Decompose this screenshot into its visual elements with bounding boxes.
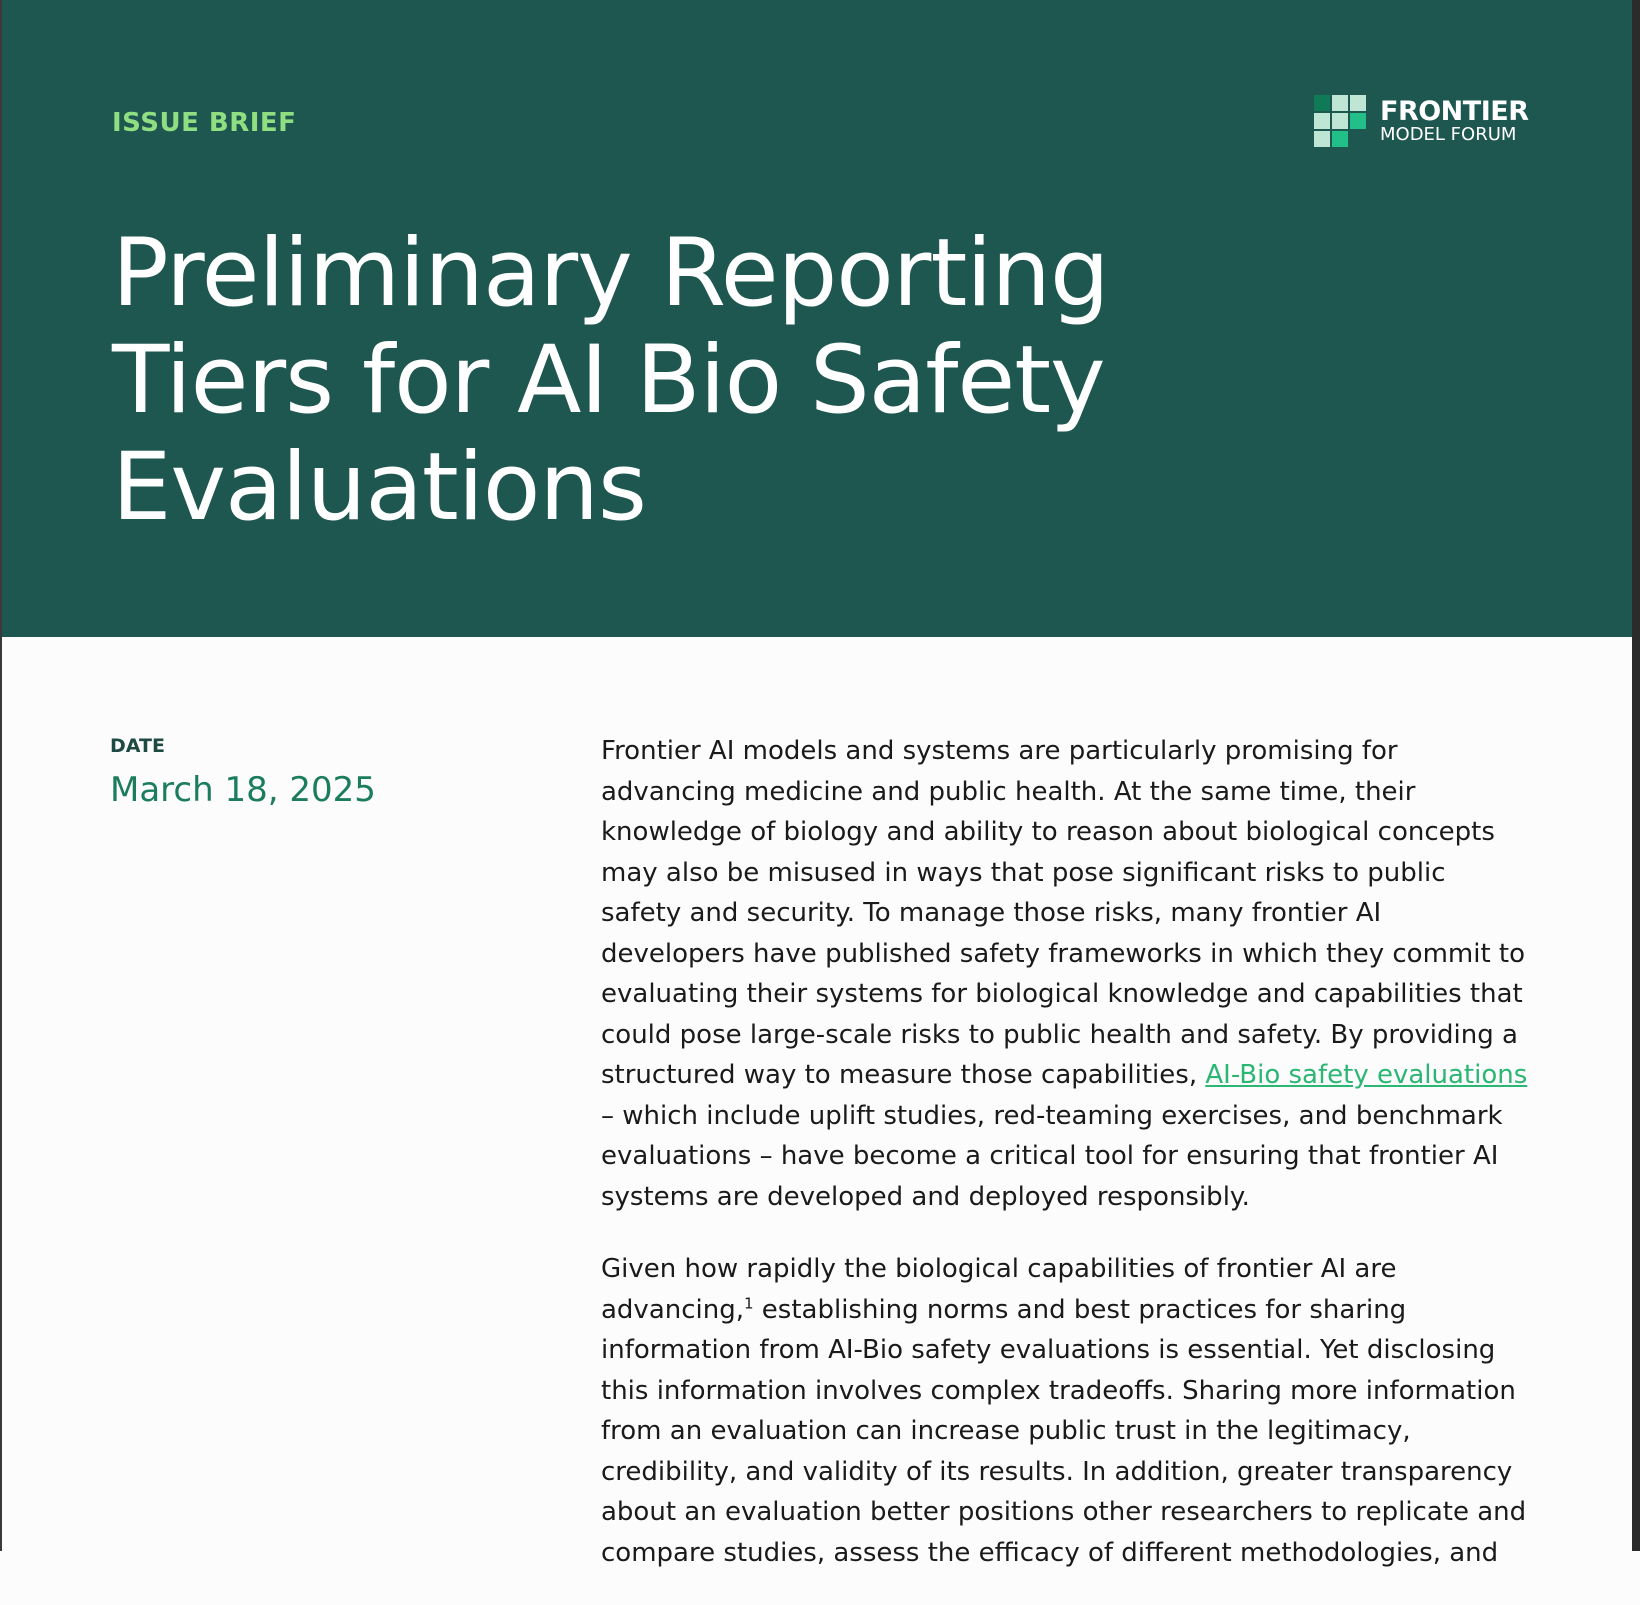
- footnote-ref[interactable]: 1: [744, 1293, 754, 1312]
- page-title: Preliminary Reporting Tiers for AI Bio Safety Evaluations: [112, 219, 1109, 542]
- logo-line1: FRONTIER: [1380, 96, 1529, 127]
- frontier-model-forum-logo: [1314, 95, 1528, 147]
- date-value: March 18, 2025: [110, 770, 376, 810]
- body-text: [601, 731, 1531, 1605]
- header-banner: [2, 0, 1632, 637]
- paragraph-1: Frontier AI models and systems are particularly promising for advancing medicine and public health. At the same time, their knowledge of biology and ability to reason about biological concepts may also be misused in ways that pose significant risks to public safety and security. To manage those risks, many frontier AI developers have published safety frameworks in which they commit to evaluating their systems for biological knowledge and capabilities that could pose large-scale risks to public health and safety. By providing a structured way to measure those capabilities, AI-Bio safety evaluations – which include uplift studies, red-teaming exercises, and benchmark evaluations – have become a critical tool for ensuring that frontier AI systems are developed and deployed responsibly.: [601, 736, 1528, 1212]
- logo-line2: MODEL FORUM: [1380, 124, 1517, 145]
- date-label: DATE: [110, 735, 165, 757]
- page-edge-right: [1632, 0, 1640, 1551]
- issue-brief-label: ISSUE BRIEF: [112, 108, 297, 138]
- paragraph-2: Given how rapidly the biological capabilities of frontier AI are advancing,$^1$ establishing norms and best practices for sharing information from AI-Bio safety evaluations is essential. Yet disclosing this information involves complex tradeoffs. Sharing more information from an evaluation can increase public trust in the legitimacy, credibility, and validity of its results. In addition, greater transparency about an evaluation better positions other researchers to replicate and compare studies, assess the efficacy of different methodologies, and: [601, 1254, 1527, 1568]
- ai-bio-safety-evaluations-link[interactable]: AI-Bio safety evaluations: [1205, 1060, 1528, 1090]
- logo-grid-icon: [1314, 95, 1366, 147]
